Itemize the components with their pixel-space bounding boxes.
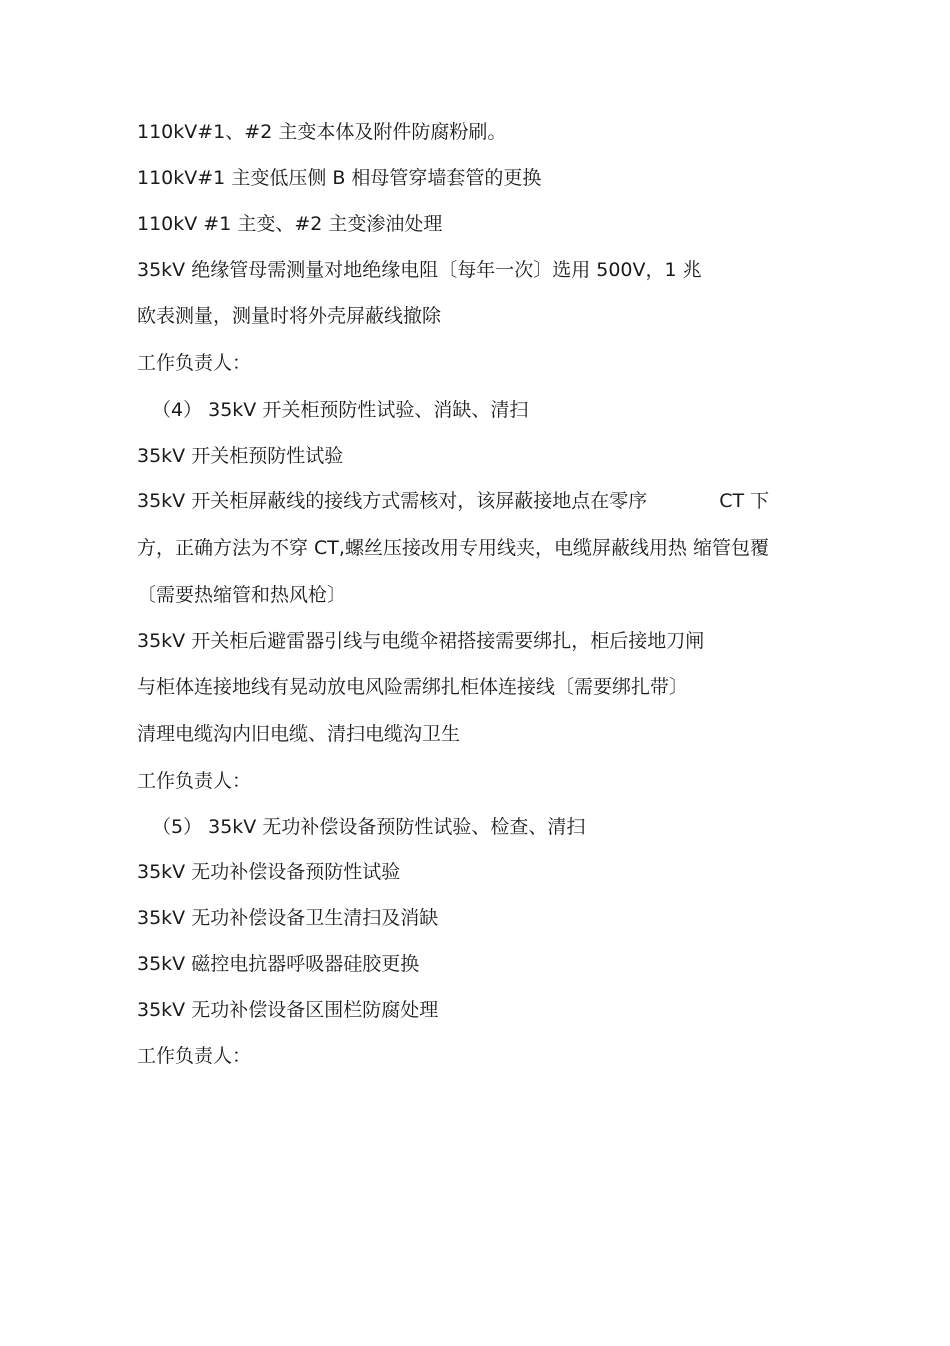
text-line-4: 35kV 绝缘管母需测量对地绝缘电阻〔每年一次〕选用 500V，1 兆 [137, 259, 702, 281]
text-line-14: 35kV 无功补偿设备卫生清扫及消缺 [137, 907, 439, 929]
work-leader-label-1: 工作负责人： [137, 352, 252, 374]
text-line-7-part-2: CT 下 [719, 490, 770, 512]
text-line-12: 清理电缆沟内旧电缆、清扫电缆沟卫生 [137, 723, 461, 745]
text-line-6: 35kV 开关柜预防性试验 [137, 445, 344, 467]
text-line-16: 35kV 无功补偿设备区围栏防腐处理 [137, 999, 439, 1021]
text-line-7 [137, 489, 769, 513]
text-line-10: 35kV 开关柜后避雷器引线与电缆伞裙搭接需要绑扎，柜后接地刀闸 [137, 630, 705, 652]
text-line-2: 110kV#1 主变低压侧 B 相母管穿墙套管的更换 [137, 167, 542, 189]
text-line-11: 与柜体连接地线有晃动放电风险需绑扎柜体连接线〔需要绑扎带〕 [137, 676, 689, 698]
text-line-7-part-1: 35kV 开关柜屏蔽线的接线方式需核对，该屏蔽接地点在零序 [137, 490, 648, 512]
text-line-1: 110kV#1、#2 主变本体及附件防腐粉刷。 [137, 121, 507, 143]
text-line-15: 35kV 磁控电抗器呼吸器硅胶更换 [137, 953, 420, 975]
text-line-9: 〔需要热缩管和热风枪〕 [137, 584, 347, 606]
text-line-8: 方，正确方法为不穿 CT,螺丝压接改用专用线夹，电缆屏蔽线用热 缩管包覆 [137, 537, 769, 559]
work-leader-label-2: 工作负责人： [137, 770, 252, 792]
section-heading-5: （5） 35kV 无功补偿设备预防性试验、检查、清扫 [152, 816, 586, 838]
work-leader-label-3: 工作负责人： [137, 1045, 252, 1067]
section-heading-4: （4） 35kV 开关柜预防性试验、消缺、清扫 [152, 399, 529, 421]
text-line-5: 欧表测量，测量时将外壳屏蔽线撤除 [137, 305, 442, 327]
text-line-3: 110kV #1 主变、#2 主变渗油处理 [137, 213, 443, 235]
text-line-13: 35kV 无功补偿设备预防性试验 [137, 861, 401, 883]
